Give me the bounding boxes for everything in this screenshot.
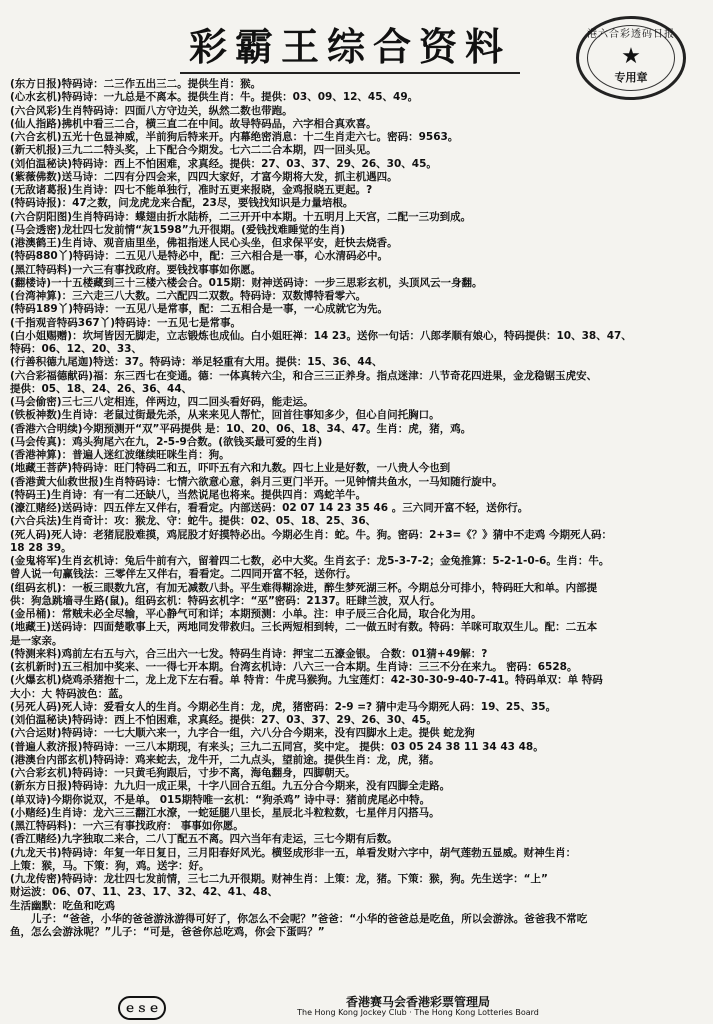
text-line: (铁板神数)生肖诗：老鼠过街最先杀，从来来见人帮忙，回首往事知多少，但心自问托胸口。 (10, 409, 440, 422)
text-line: 上策：猴，马。下策：狗，鸡。送字：好。 (10, 859, 210, 872)
text-line: (濠江赌经)送码诗：四五伴左又伴右，看看定。内部送码：02 07 14 23 35 46 。三六同开富不轻，送你行。 (10, 502, 529, 514)
text-line: 供：狗急跳墙寻生路(鼠)。组码玄机：特码玄机字：“巫”密码：2137。旺肆兰波，双人行。 (10, 594, 441, 607)
text-line: (黑江特码料)：一六三有事找政府： 事事如你愿。 (10, 820, 244, 832)
text-line: (特测来料)鸡前左右五与六，合三出六一七发。特码生肖诗：押宝二五濠金银。 合数：01猜+49解：? (10, 647, 488, 660)
text-body (10, 78, 704, 939)
text-line: 曾人说一句赢钱法：三零伴左又伴右，看看定。二四同开富不轻，送你行。 (10, 568, 357, 581)
text-line: (马会偷密)三七三八定相连，伴两边，四二回头看好码，能走运。 (10, 396, 314, 408)
text-line: (刘伯温秘诀)特码诗：西上不怕困难，求真经。提供：27、03、37、29、26、30、45。 (10, 714, 437, 726)
text-line: 鱼，怎么会游泳呢？”儿子：“可是，爸爸你总吃鸡，你会下蛋吗？” (10, 926, 325, 938)
footer-org-chinese: 香港赛马会香港彩票管理局 (345, 995, 490, 1009)
text-line: (另死人码)死人诗：爱看女人的生肖。今期必生肖：龙，虎，猪密码：2-9 =? 猜中走马今期死人码：19、25、35。 (10, 700, 557, 713)
footer-org-english: The Hong Kong Jockey Club · The Hong Kong Lotteries Board (297, 1008, 539, 1017)
text-line: 特码：06、12、20、33、 (10, 343, 142, 355)
text-line: (小赌经)生肖诗：龙六三三翻江水潦，一蛇延腿八里长，星辰北斗粒粒数，七星伴月闪搭马。 (10, 806, 440, 819)
text-line: (东方日报)特码诗：二三作五出三二。提供生肖：猴。 (10, 78, 262, 90)
text-line: (刘伯温秘诀)特码诗：西上不怕困难，求真经。提供：27、03、37、29、26、30、45。 (10, 157, 437, 170)
text-line: 生活幽默：吃鱼和吃鸡 (10, 899, 115, 912)
text-line: (金鬼将军)生肖玄机诗：兔后牛前有六，留着四二七数，必中大奖。生肖玄子：龙5-3-7-2；金兔推算：5-2-1-0-6。生肖：牛。 (10, 555, 610, 567)
text-line: 儿子：“爸爸，小华的爸爸游泳游得可好了，你怎么不会呢？”爸爸：“小华的爸爸总是吃鱼，所以会游泳。爸爸我不常吃 (10, 912, 588, 925)
text-line: (九龙天书)特码诗：年复一年日复日，三月阳春好风光。横竖成形非一五，单看发财六字中，胡气莲勃五显威。财神生肖： (10, 846, 577, 859)
star-icon: ★ (621, 44, 641, 69)
text-line: (行善积德九尾迦)特送：37。特码诗：举足轻重有大用。提供：15、36、44、 (10, 356, 383, 369)
text-line: (玄机新时)五三相加中奖来、一一得七开本期。台湾玄机诗：八六三一合本期。生肖诗：三三不分在来九。 密码：6528。 (10, 661, 578, 673)
text-line: (港澳鹤王)生肖诗、观音庙里坐，佛祖指迷人民心头坐，但求保平安，赶快去烧香。 (10, 237, 398, 249)
text-line: 提供：05、18、24、26、36、44、 (10, 382, 193, 395)
text-line: (无敌诸葛报)生肖诗：四七不能单独行，准时五更来报晓，金鸡报晓五更起。? (10, 184, 373, 196)
text-line: (普遍人救济报)特码诗：一三八本期现，有来头；三九二五同宫，奖中定。 提供：03 05 24 38 11 34 43 48。 (10, 740, 544, 753)
text-line: (心水玄机)特码诗：一九总是不离本。提供生肖：牛。提供：03、09、12、45、49。 (10, 91, 419, 104)
text-line: (紫薇佛数)送马诗：二四有分四会来，四四大家好，才富今期将大发，抓主机遇四。 (10, 170, 398, 183)
text-line: (千指观音特码367丫)特码诗：一五见七是常事。 (10, 316, 242, 329)
text-line: (特码诗报)：47之数，问龙虎龙来合配，23尽，要钱找知识是力量培根。 (10, 197, 354, 210)
text-line: (特码880丫)特码诗：二五见八是特必中，配：三六相合是一事，心水清码必中。 (10, 250, 389, 263)
text-line: (香港神算)：普遍人迷红波继续旺咪生肖：狗。 (10, 449, 230, 461)
text-line: (香港六合明续)今期预测开“双”平码提供 是：10、20、06、18、34、47。生肖：虎，猪，鸡。 (10, 422, 472, 435)
text-line: (特码王)生肖诗：有一有二还缺八，当然说尾也将来。提供四肖：鸡蛇羊牛。 (10, 488, 367, 501)
text-line: 18 28 39。 (10, 541, 72, 554)
text-line: (新天机报)三九二二特头奖，上下配合今期发。七六二二合本期，四一回头见。 (10, 144, 377, 157)
text-line: (六合运财)特码诗：一七大顺六来一，九字合一组，六八分合今期来，没有四脚水上走。提供 蛇龙狗 (10, 727, 475, 740)
text-line: (金吊桶)：常贼未必全尽输，平心静气可和详；本期预测：小单。注：申子辰三合化局，取合化为用。 (10, 608, 482, 620)
footer (118, 996, 598, 1020)
text-line: (单双诗)今期你说双，不是单。 015期特唯一玄机：“狗杀鸡” 诗中寻：猪前虎尾必中特。 (10, 793, 431, 806)
text-line: (新东方日报)特码诗：九九归一成正果，十字八回合五组。九五分合今期来，没有四脚全走路。 (10, 780, 451, 793)
text-line: (仙人指路)拂机中看三二合，横三直二在中间。故导特码品，六字相合真欢喜。 (10, 117, 377, 130)
text-line: (火爆玄机)烧鸡杀猪抱十二，龙上龙下左右看。单 特肯：牛虎马猴狗。九宝莲灯：42-30-30-9-40-7-41。特码单双：单 特码 (10, 674, 603, 687)
text-line: (白小姐赐赠)：坎坷皆因无脚走，立志锻炼也成仙。白小姐旺禅：14 23。送你一句话：八郎孝顺有娘心，特码提供：10、38、47、 (10, 329, 632, 342)
text-line: (台湾神算)：三六走三八大数。二六配四二双数。特码诗：双数博特看零六。 (10, 290, 367, 302)
text-line: (马会透密)龙壮四七发前情“灰1598”九开很期。(爱钱找难睡觉的生肖) (10, 223, 346, 236)
title-underline (180, 72, 520, 74)
text-line: (港澳台内部玄机)特码诗：鸡来蛇去，龙牛开，二九点头，望前途。提供生肖：龙，虎，猪。 (10, 753, 440, 766)
seal-ring-text: 港六合彩透码日报 (587, 29, 675, 40)
text-line: (九龙传密)特码诗：龙壮四七发前情，三七二九开很期。财神生肖：上策：龙，猪。下策：猴，狗。先生送字：“上” (10, 873, 548, 885)
text-line: (组码玄机)：一板三眼数九宫，有加无减数八卦。平生难得糊涂进，醉生梦死湖三杯。今期总分可排小，特码旺大和单。内部提 (10, 581, 598, 594)
text-line: (六合彩福德献码)福：东三西七在变通。德：一体真转六尘，和合三三正养身。指点迷津：八节奇花四进果，金龙稳锯玉虎安、 (10, 369, 598, 382)
text-line: (六合玄机)五光十色显神威，半前狗后特来开。内幕绝密消息：十二生肖走六七。密码：9563。 (10, 131, 459, 143)
text-line: (地藏王菩萨)特码诗：旺门特码二和五，吓吓五有六和九数。四七上业是好数，一八贵人今也到 (10, 462, 451, 475)
text-line: 是一家亲。 (10, 634, 63, 647)
page-title: 彩霸王综合资料 (188, 24, 511, 69)
text-line: (香江赌经)九字独取二来合，二八丁配五不离。四六当年有走运，三七今期有后数。 (10, 833, 398, 846)
text-line: (香港黄大仙救世报)生肖特码诗：七情六欲意心意，斜月三更门半开。一见钟情共鱼水，一马知随行旋中。 (10, 475, 503, 488)
text-line: (地藏王)送码诗：四面楚歌事上天，两地同发带救归。三长两短相到转，二一做五时有数。特码：羊咪可取双生儿。配：二五本 (10, 621, 598, 634)
text-line: (六合风彩)生肖特码诗：四面八方守边关，纵然二数也带跑。 (10, 104, 293, 117)
text-line: (死人码)死人诗：老猪屁股难摸，鸡屁股才好摸特必出。今期必生肖：蛇。牛。狗。密码：2+3=《？》猜中不走鸡 今期死人码： (10, 528, 612, 541)
text-line: (六合彩玄机)特码诗：一只黄毛狗跟后，寸步不离，海龟翻身，四脚朝天。 (10, 767, 356, 779)
text-line: (六合阴阳图)生肖特码诗：蝶翅由折水陆桥，二三开开中本期。十五明月上天宫，二配一三功到成。 (10, 210, 472, 223)
text-line: (黑江特码料)一六三有事找政府。要钱找事事如你愿。 (10, 263, 262, 276)
text-line: (特码189丫)特码诗：一五见八是常事，配：二五相合是一事，一心成就它为先。 (10, 303, 389, 316)
text-line: (六合兵法)生肖奇计：攻：猴龙、守：蛇牛。提供：02、05、18、25、36、 (10, 515, 377, 528)
text-line: (翻楼诗)一十五楼藏到三十三楼六楼会合。015期：财神送码诗：一步三思彩玄机，头顶风云一身翻。 (10, 276, 483, 289)
text-line: 财运波：06、07、11、23、17、32、42、41、48、 (10, 886, 279, 899)
seal-text: 专用章 (614, 71, 648, 84)
jockey-club-logo: ｅｓｅ (118, 996, 166, 1020)
text-line: (马会传真)：鸡头狗尾六在九，2-5-9合数。(欲钱买最可爱的生肖) (10, 435, 323, 448)
text-line: 大小：大 特码波色：蓝。 (10, 687, 130, 700)
